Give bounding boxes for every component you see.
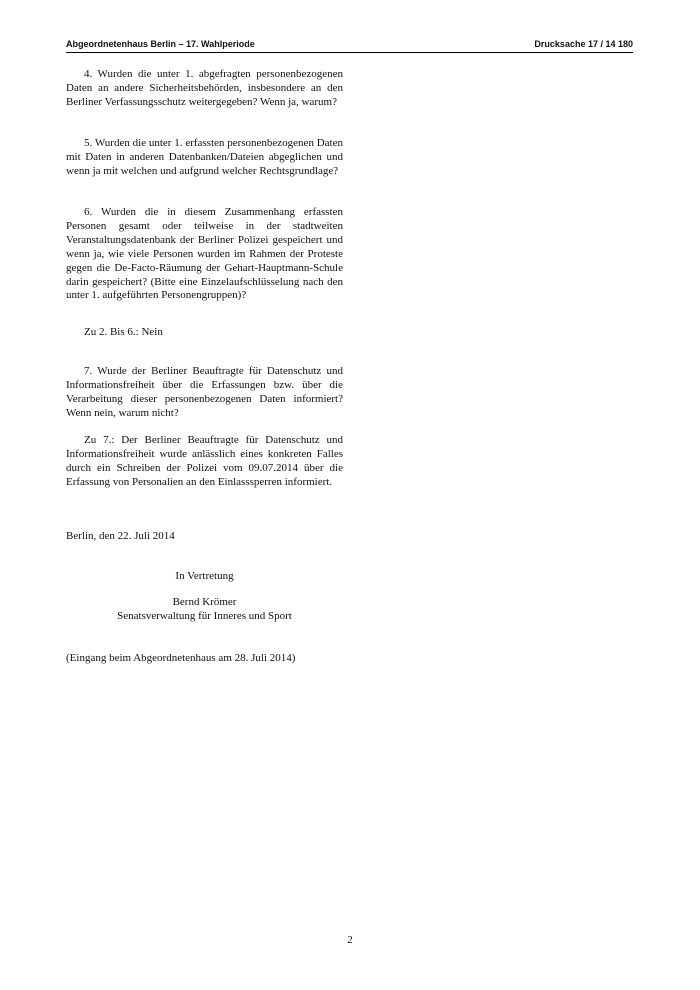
page-number: 2 [347,934,353,946]
question-6: 6. Wurden die in diesem Zusammenhang erfassten Personen gesamt oder teilweise in der stadtweiten Veranstaltungsdatenbank der Berliner Polizei gespeichert und wenn ja, wie viele Personen wurden im Rahmen der Proteste gegen die De-Facto-Räumung der Gehart-Hauptmann-Schule darin gespeichert? (Bitte eine Einzelaufschlüsselung nach den unter 1. aufgeführten Personengruppen)? [66,206,343,302]
header-left: Abgeordnetenhaus Berlin – 17. Wahlperiode [66,39,255,49]
signatory-office: Senatsverwaltung für Inneres und Sport [117,609,292,622]
question-4: 4. Wurden die unter 1. abgefragten personenbezogenen Daten an andere Sicherheitsbehörden, insbesondere an den Berliner Verfassungsschutz weitergegeben? Wenn ja, warum? [66,68,343,108]
header-right: Drucksache 17 / 14 180 [534,39,633,49]
page-header [66,39,633,49]
date-line: Berlin, den 22. Juli 2014 [66,530,175,542]
question-7: 7. Wurde der Berliner Beauftragte für Datenschutz und Informationsfreiheit über die Erfassungen bzw. über die Verarbeitung dieser personenbezogenen Daten informiert? Wenn nein, warum nicht? [66,365,343,419]
question-5: 5. Wurden die unter 1. erfassten personenbezogenen Daten mit Daten in anderen Datenbanken/Dateien abgeglichen und wenn ja mit welchen und aufgrund welcher Rechtsgrundlage? [66,137,343,177]
header-rule [66,52,633,53]
signatory-name: Bernd Krömer [172,596,237,608]
answer-7: Zu 7.: Der Berliner Beauftragte für Datenschutz und Informationsfreiheit wurde anlässlich eines konkreten Falles durch ein Schreiben der Polizei vom 09.07.2014 über die Erfassung von Personalien an den Einlasssperren informiert. [66,434,343,488]
representation-line: In Vertretung [175,570,234,582]
receipt-note: (Eingang beim Abgeordnetenhaus am 28. Juli 2014) [66,652,296,664]
answer-2-6: Zu 2. Bis 6.: Nein [84,326,163,338]
signature-block [66,596,343,624]
